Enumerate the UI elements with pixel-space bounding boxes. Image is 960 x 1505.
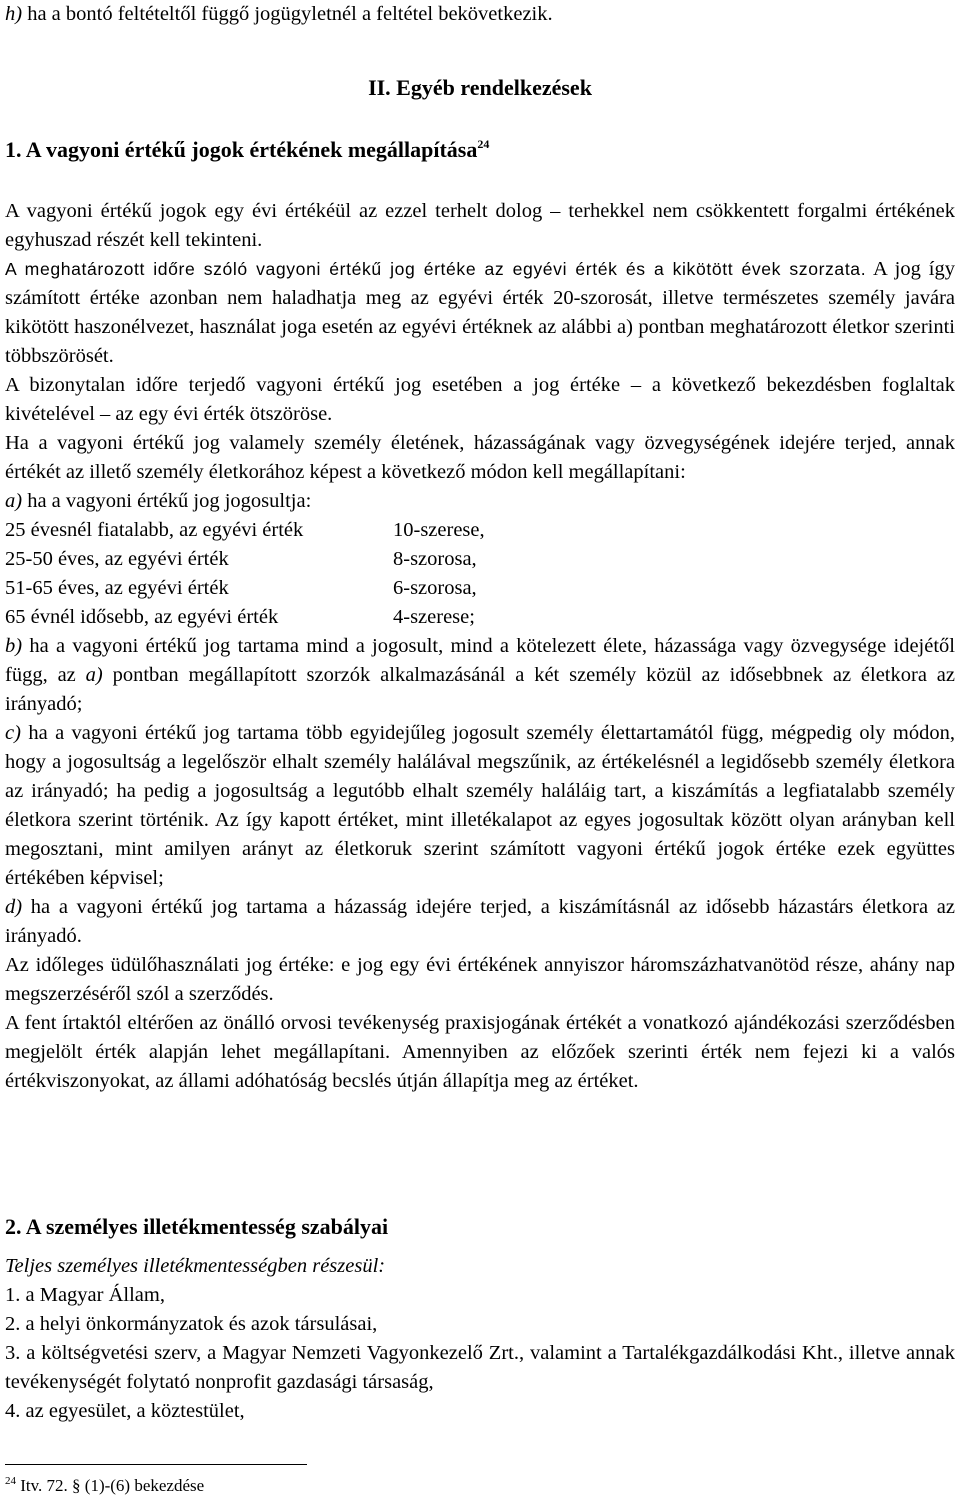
item-b — [5, 632, 955, 719]
intro-text: Teljes személyes illetékmentességben részesül: — [5, 1255, 386, 1277]
section-1-heading — [5, 135, 955, 164]
item-a — [5, 487, 955, 516]
list-item: 2. a helyi önkormányzatok és azok társulásai, — [5, 1313, 378, 1335]
age-multiplier-table — [5, 516, 955, 632]
multiplier-cell: 4-szerese; — [393, 606, 475, 628]
age-cell: 51-65 éves, az egyévi érték — [5, 577, 229, 599]
item-text: ha a vagyoni értékű jog tartama a házasság idejére terjed, a kiszámításnál az idősebb házastárs életkora az irányadó. — [5, 896, 955, 947]
paragraph — [5, 255, 955, 371]
section-2-body — [5, 1252, 955, 1426]
multiplier-cell: 10-szerese, — [393, 519, 485, 541]
item-marker: c) — [5, 722, 21, 744]
list-item: 1. a Magyar Állam, — [5, 1284, 165, 1306]
footnote-number: 24 — [5, 1475, 16, 1487]
clause-text: ha a bontó feltételtől függő jogügyletnél a feltétel bekövetkezik. — [22, 3, 553, 25]
footnote — [5, 1474, 204, 1498]
list-item: 4. az egyesület, a köztestület, — [5, 1400, 245, 1422]
paragraph: A fent írtaktól eltérően az önálló orvosi tevékenység praxisjogának értékét a vonatkozó ajándékozási szerződésben megjelölt érték alapján lehet megállapítani. Amennyiben az előzőek szerinti érték nem fejezi ki a valós értékviszonyokat, az állami adóhatóság becslés útján állapítja meg az értéket. — [5, 1012, 955, 1092]
paragraph: A bizonytalan időre terjedő vagyoni értékű jog esetében a jog értéke – a következő bekezdésben foglaltak kivételével – az egy évi érték ötszöröse. — [5, 374, 955, 425]
section-2-heading: 2. A személyes illetékmentesség szabályai — [5, 1214, 389, 1239]
item-text: ha a vagyoni értékű jog jogosultja: — [22, 490, 312, 512]
item-text: ha a vagyoni értékű jog tartama mind a jogosult, mind a kötelezett élete, házassága vagy özvegysége idejétől függ, az — [5, 635, 955, 686]
list-item: 3. a költségvetési szerv, a Magyar Nemzeti Vagyonkezelő Zrt., valamint a Tartalékgazdálkodási Kht., illetve annak tevékenységét folytató nonprofit gazdasági társaság, — [5, 1342, 955, 1393]
clause-h — [5, 0, 955, 29]
age-cell: 25 évesnél fiatalabb, az egyévi érték — [5, 519, 304, 541]
multiplier-cell: 6-szorosa, — [393, 577, 477, 599]
section-1-body — [5, 197, 955, 1096]
multiplier-cell: 8-szorosa, — [393, 548, 477, 570]
item-marker: d) — [5, 896, 23, 918]
paragraph: Az időleges üdülőhasználati jog értéke: e jog egy évi értékének annyiszor háromszázhatvanötöd része, ahány nap megszerzéséről szól a szerződés. — [5, 954, 955, 1005]
paragraph: Ha a vagyoni értékű jog valamely személy életének, házasságának vagy özvegységének idejére terjed, annak értékét az illető személy életkorához képest a következő módon kell megállapítani: — [5, 432, 955, 483]
item-marker: a) — [5, 490, 23, 512]
paragraph-rest: A jog így számított értéke azonban nem haladhatja meg az egyévi érték 20-szorosát, illetve természetes személy javára kikötött haszonélvezet, használat joga esetén az egyévi értéknek az alábbi a) pontban meghatározott életkor szerinti többszörösét. — [5, 258, 955, 367]
age-cell: 65 évnél idősebb, az egyévi érték — [5, 606, 279, 628]
item-text: pontban megállapított szorzók alkalmazásánál a két személy közül az idősebbnek az életkora az irányadó; — [5, 664, 955, 715]
clause-marker: h) — [5, 3, 23, 25]
item-marker: b) — [5, 635, 23, 657]
footnote-reference: 24 — [477, 137, 490, 151]
item-d — [5, 893, 955, 951]
paragraph-lead: A meghatározott időre szóló vagyoni értékű jog értéke az egyévi érték és a kikötött évek szorzata. — [5, 259, 867, 279]
section-1-title: 1. A vagyoni értékű jogok értékének megállapítása — [5, 137, 478, 162]
age-cell: 25-50 éves, az egyévi érték — [5, 548, 229, 570]
footnote-text: Itv. 72. § (1)-(6) bekezdése — [16, 1476, 205, 1495]
section-2-intro — [5, 1252, 955, 1281]
paragraph: A vagyoni értékű jogok egy évi értékéül az ezzel terhelt dolog – terhekkel nem csökkentett forgalmi értékének egyhuszad részét kell tekinteni. — [5, 200, 955, 251]
item-text: ha a vagyoni értékű jog tartama több egyidejűleg jogosult személy élettartamától függ, mégpedig oly módon, hogy a jogosultság a legelőször elhalt személy halálával megszűnik, az értékelésnél a legidősebb személy életkora az irányadó; ha pedig a jogosultság a legutóbb elhalt személy haláláig tart, a kiszámítás a legfiatalabb személy életkora szerint történik. Az így kapott értéket, mint illetékalapot az egyes jogosultak között olyan arányban kell megosztani, mint amilyen arányt az életkoruk szerint számított vagyoni értékű jogok értéke ezek együttes értékében képvisel; — [5, 722, 955, 889]
item-c — [5, 719, 955, 893]
chapter-heading: II. Egyéb rendelkezések — [368, 75, 592, 100]
footnote-divider — [5, 1464, 307, 1465]
item-reference: a) — [85, 664, 103, 686]
